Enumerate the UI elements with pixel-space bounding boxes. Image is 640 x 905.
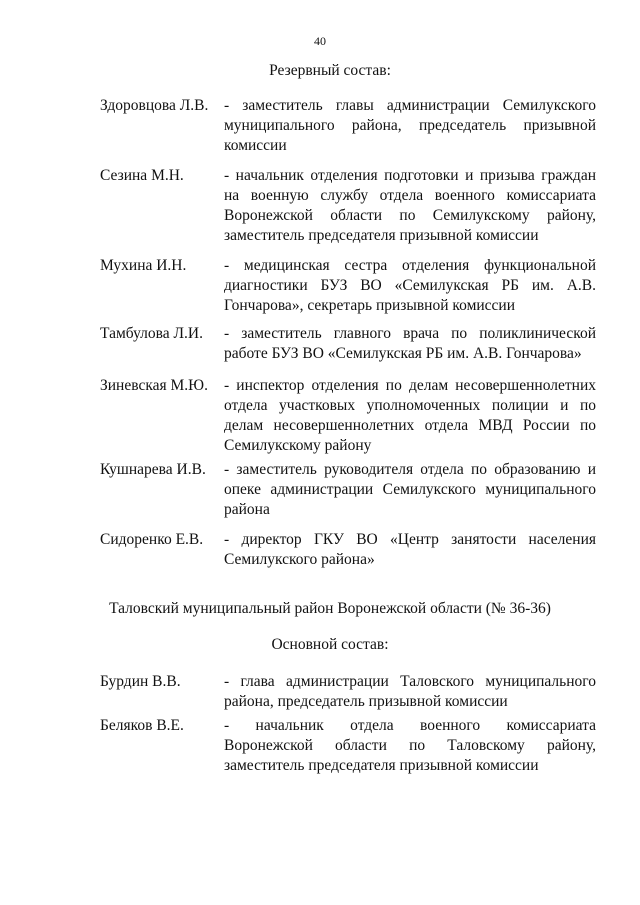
member-name: Беляков В.Е. bbox=[100, 717, 184, 734]
member-description: - глава администрации Таловского муниципального района, председатель призывной комиссии bbox=[224, 673, 596, 710]
member-name: Кушнарева И.В. bbox=[100, 461, 206, 478]
member-name: Здоровцова Л.В. bbox=[100, 97, 209, 114]
member-description: - директор ГКУ ВО «Центр занятости населения Семилукского района» bbox=[224, 531, 596, 568]
member-name: Мухина И.Н. bbox=[100, 257, 187, 274]
member-description: - заместитель руководителя отдела по образованию и опеке администрации Семилукского муниципального района bbox=[224, 461, 596, 518]
member-description: - заместитель главного врача по поликлинической работе БУЗ ВО «Семилукская РБ им. А.В. Гончарова» bbox=[224, 325, 596, 362]
member-name: Сидоренко Е.В. bbox=[100, 531, 204, 548]
page-number: 40 bbox=[314, 34, 326, 48]
district-title: Таловский муниципальный район Воронежской области (№ 36-36) bbox=[109, 600, 551, 617]
member-name: Тамбулова Л.И. bbox=[100, 325, 203, 342]
member-description: - инспектор отделения по делам несовершеннолетних отдела участковых уполномоченных полиции и по делам несовершеннолетних отдела МВД России по Семилукскому району bbox=[224, 377, 596, 454]
member-name: Зиневская М.Ю. bbox=[100, 377, 208, 394]
section-heading-reserve: Резервный состав: bbox=[269, 62, 391, 79]
member-description: - начальник отдела военного комиссариата Воронежской области по Таловскому району, заместитель председателя призывной комиссии bbox=[224, 717, 596, 774]
member-description: - начальник отделения подготовки и призыва граждан на военную службу отдела военного комиссариата Воронежской области по Семилукскому району, заместитель председателя призывной комиссии bbox=[224, 167, 596, 244]
member-description: - заместитель главы администрации Семилукского муниципального района, председатель призывной комиссии bbox=[224, 97, 596, 154]
member-name: Сезина М.Н. bbox=[100, 167, 184, 184]
member-name: Бурдин В.В. bbox=[100, 673, 181, 690]
member-description: - медицинская сестра отделения функциональной диагностики БУЗ ВО «Семилукская РБ им. А.В. Гончарова», секретарь призывной комиссии bbox=[224, 257, 596, 314]
section-heading-main: Основной состав: bbox=[271, 636, 389, 653]
